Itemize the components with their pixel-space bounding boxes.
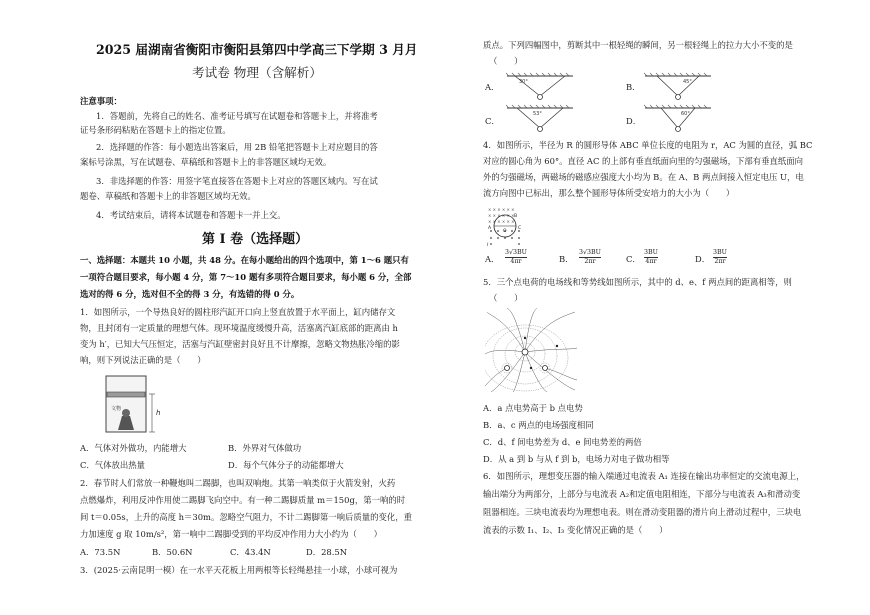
q2-text: 点燃爆炸，利用反冲作用使二踢脚飞向空中。有一种二踢脚质量 m＝150g，第一响的时 — [80, 495, 406, 505]
svg-text:× × × × × ×: × × × × × × — [488, 213, 515, 218]
q3-option-b: B． — [626, 82, 641, 92]
q3-figure-c — [505, 104, 575, 134]
q4-text: 4．如图所示，半径为 R 的圆形导体 ABC 单位长度的电阻为 r，AC 为圆的直径，弧 BC — [483, 140, 813, 150]
svg-text:× × × × × ×: × × × × × × — [488, 219, 515, 224]
q5-field-figure — [485, 308, 577, 392]
q5-option-c: C．d、f 间电势差为 d、e 间电势差的两倍 — [483, 437, 642, 447]
q6-text: 阻器相连。三块电流表均为理想电表。则在滑动变阻器的滑片向上滑动过程中，三块电 — [483, 507, 802, 517]
q2-option-a: A．73.5N — [80, 547, 121, 557]
notice-line: 3．非选择题的作答：用签字笔直接答在答题卡上对应的答题区域内。写在试 — [96, 176, 378, 186]
q4-option-c: C． — [626, 254, 641, 264]
notice-line: 证号条形码粘贴在答题卡上的指定位置。 — [80, 125, 231, 135]
q1-option-b: B．外界对气体做功 — [228, 443, 302, 453]
q3-text: 3．(2025·云南昆明一模）在一水平天花板上用两根等长轻绳悬挂一小球，小球可视为 — [80, 565, 398, 575]
q4-label-o: O — [503, 229, 507, 234]
q3-angle-label: 60° — [681, 111, 690, 117]
q3-option-d: D． — [626, 116, 642, 126]
q1-h-label: h — [156, 409, 161, 417]
q1-option-c: C．气体放出热量 — [80, 460, 146, 470]
q3-angle-label: 30° — [519, 79, 528, 85]
notice-line: 2．选择题的作答：每小题选出答案后，用 2B 铅笔把答题卡上对应题目的答 — [96, 142, 378, 152]
q6-text: 流表的示数 I₁、I₂、I₃ 变化情况正确的是（ ） — [483, 525, 668, 535]
notice-line: 案标号涂黑，写在试题卷、草稿纸和答题卡上的非答题区域均无效。 — [80, 157, 332, 167]
section-title: 第 I 卷（选择题） — [202, 232, 309, 247]
section-instructions: 选对的得 6 分，选对但不全的得 3 分，有选错的得 0 分。 — [80, 289, 300, 299]
paper-title-line1: 2025 届湖南省衡阳市衡阳县第四中学高三下学期 3 月月 — [96, 42, 418, 57]
q1-option-d: D．每个气体分子的动能都增大 — [228, 460, 344, 470]
notice-heading: 注意事项： — [80, 96, 122, 106]
q1-relic-label: 文物 — [111, 406, 122, 412]
q4-text: 对应的圆心角为 60°。直径 AC 的上部有垂直纸面向里的匀强磁场，下部有垂直纸面向 — [483, 156, 804, 166]
q4-option-d-fraction: 3BU 2πr — [713, 249, 727, 265]
q2-text: 力加速度 g 取 10m/s²，第一响中二踢脚受到的平均反冲作用力大小约为（ ） — [80, 529, 383, 539]
q3-angle-label: 53° — [533, 111, 542, 117]
q4-label-b: B — [514, 214, 518, 219]
q3-paren: （ ） — [489, 56, 523, 66]
q4-option-c-fraction: 3BU 4πr — [644, 249, 658, 265]
q4-circle-figure — [485, 205, 535, 247]
q1-cylinder-figure — [102, 370, 172, 436]
q1-text: 变为 h′，已知大气压恒定，活塞与汽缸壁密封良好且不计摩擦，忽略文物热胀冷缩的影 — [80, 339, 400, 349]
q4-text: 外的匀强磁场，两磁场的磁感应强度大小均为 B。在 A、B 两点间接入恒定电压 U，电 — [483, 172, 804, 182]
svg-text:× × × × × ×: × × × × × × — [488, 207, 515, 212]
q5-option-d: D．从 a 到 b 与从 f 到 b，电场力对电子做功相等 — [483, 454, 670, 464]
q5-option-b: B．a、c 两点的电场强度相同 — [483, 420, 594, 430]
q1-option-a: A．气体对外做功，内能增大 — [80, 443, 187, 453]
q3-figure-b — [643, 72, 713, 102]
q5-text: 5．三个点电荷的电场线和等势线如图所示，其中的 d、e、f 两点间的距离相等，则 — [483, 277, 792, 287]
q4-label-i: I — [487, 243, 489, 247]
q1-text: 物，且封闭有一定质量的理想气体。现环境温度缓慢升高，活塞离汽缸底部的距离由 h — [80, 323, 398, 333]
q4-option-a-fraction: 3√3BU 4πr — [505, 249, 527, 265]
notice-line: 题卷、草稿纸和答题卡上的非答题区域均无效。 — [80, 191, 256, 201]
q4-option-b: B． — [559, 254, 574, 264]
section-instructions: 一、选择题：本题共 10 小题，共 48 分。在每小题给出的四个选项中，第 1～6 题只有 — [80, 255, 409, 265]
q2-text: 2．春节时人们常放一种鞭炮叫二踢脚，也叫双响炮。其第一响类似于火箭发射，火药 — [80, 478, 396, 488]
q4-label-c: C — [518, 226, 522, 231]
q6-text: 6．如图所示，理想变压器的输入端通过电流表 A₁ 连接在输出功率恒定的交流电源上， — [483, 471, 805, 481]
q1-text: 响，则下列说法正确的是（ ） — [80, 355, 206, 365]
q5-option-a: A．a 点电势高于 b 点电势 — [483, 403, 583, 413]
section-instructions: 一项符合题目要求，每小题 4 分，第 7～10 题有多项符合题目要求，每小题 6 分，全部 — [80, 272, 412, 282]
q2-option-c: C．43.4N — [230, 547, 271, 557]
notice-line: 1．答题前，先将自己的姓名、准考证号填写在试题卷和答题卡上，并将准考 — [96, 111, 378, 121]
q3-figure-a — [505, 72, 575, 102]
q3-text: 质点。下列四幅图中，剪断其中一根轻绳的瞬间，另一根轻绳上的拉力大小不变的是 — [483, 40, 793, 50]
q2-text: 间 t＝0.05s，上升的高度 h＝30m。忽略空气阻力，不计二踢脚第一响后质量的变化，重 — [80, 512, 412, 522]
q4-option-d: D． — [695, 254, 711, 264]
q4-text: 流方向图中已标出，那么整个圆形导体所受安培力的大小为（ ） — [483, 188, 735, 198]
q4-option-a: A． — [485, 254, 500, 264]
q3-angle-label: 45° — [683, 79, 692, 85]
q5-text: （ ） — [489, 293, 523, 303]
q2-option-d: D．28.5N — [306, 547, 348, 557]
paper-title-line2: 考试卷 物理（含解析） — [192, 65, 322, 80]
q3-option-c: C． — [485, 116, 500, 126]
q4-option-b-fraction: 3√3BU 2πr — [579, 249, 601, 265]
q1-text: 1．如图所示，一个导热良好的圆柱形汽缸开口向上竖直放置于水平面上，缸内储存文 — [80, 307, 396, 317]
q4-label-a: A — [488, 226, 492, 231]
q2-option-b: B．50.6N — [152, 547, 193, 557]
q3-option-a: A． — [485, 82, 500, 92]
notice-line: 4．考试结束后，请将本试题卷和答题卡一并上交。 — [96, 210, 286, 220]
q6-text: 输出端分为两部分，上部分与电流表 A₂和定值电阻相连，下部分与电流表 A₃和滑动变 — [483, 489, 801, 499]
q3-figure-d — [643, 104, 713, 134]
